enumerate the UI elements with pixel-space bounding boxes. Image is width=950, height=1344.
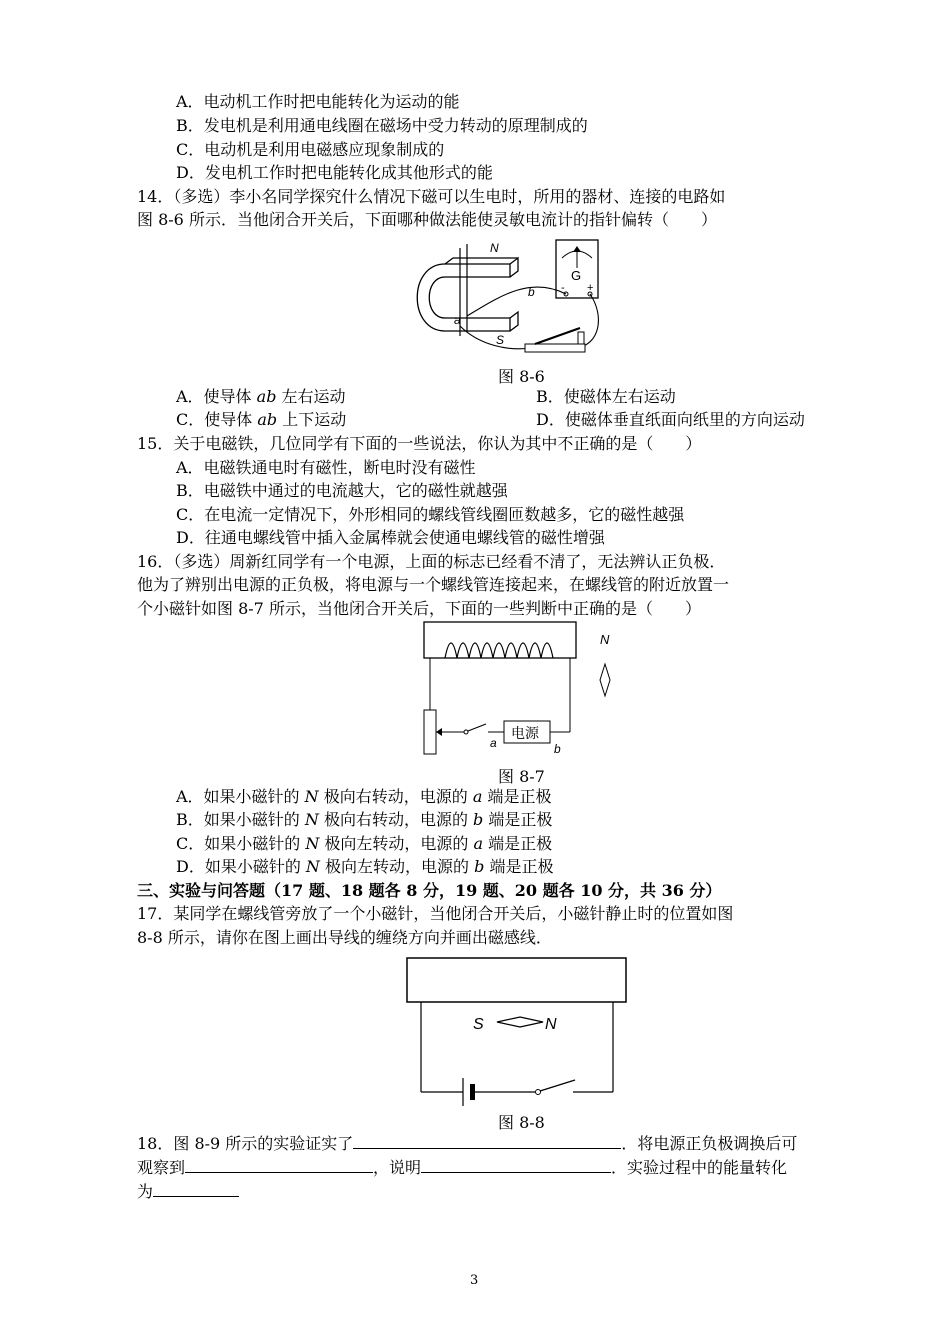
fig87-label-n: N (600, 632, 610, 647)
q14-option-b: B．使磁体左右运动 (536, 387, 676, 406)
figure-8-6 (400, 236, 610, 361)
fig86-meter-g: G (571, 268, 582, 283)
fig86-caption: 图 8-6 (498, 367, 545, 386)
fig87-caption: 图 8-7 (498, 767, 545, 786)
fig88-label-n: N (545, 1016, 557, 1033)
page-number: 3 (470, 1273, 479, 1288)
q18-line1: 18．图 8-9 所示的实验证实了 ．将电源正负极调换后可 (137, 1134, 798, 1153)
q16-stem-line2: 他为了辨别出电源的正负极，将电源与一个螺线管连接起来，在螺线管的附近放置一 (137, 575, 730, 594)
q15-option-a: A．电磁铁通电时有磁性，断电时没有磁性 (176, 458, 476, 477)
q14-stem-line1: 14．（多选）李小名同学探究什么情况下磁可以生电时，所用的器材、连接的电路如 (137, 187, 726, 206)
fig87-source-label: 电源 (511, 725, 539, 741)
q18-blank-1[interactable] (353, 1132, 621, 1149)
q16-stem-line1: 16．（多选）周新红同学有一个电源，上面的标志已经看不清了，无法辨认正负极． (137, 552, 726, 571)
q14-option-a: A．使导体 ab 左右运动 (176, 387, 346, 406)
q16-option-c: C．如果小磁针的 N 极向左转动，电源的 a 端是正极 (176, 834, 553, 853)
q16-stem-line3: 个小磁针如图 8-7 所示，当他闭合开关后，下面的一些判断中正确的是（ ） (137, 599, 701, 618)
q13-option-c: C．电动机是利用电磁感应现象制成的 (176, 140, 445, 159)
fig86-label-b: b (528, 285, 535, 299)
q18-blank-4[interactable] (153, 1180, 239, 1197)
q16-option-d: D．如果小磁针的 N 极向左转动，电源的 b 端是正极 (176, 857, 554, 876)
q18-blank-2[interactable] (185, 1156, 373, 1173)
q14-option-c: C．使导体 ab 上下运动 (176, 410, 347, 429)
fig88-label-s: S (473, 1016, 484, 1033)
q13-option-d: D．发电机工作时把电能转化成其他形式的能 (176, 163, 493, 182)
q15-option-c: C．在电流一定情况下，外形相同的螺线管线圈匝数越多，它的磁性越强 (176, 505, 685, 524)
q13-option-a: A．电动机工作时把电能转化为运动的能 (176, 92, 460, 111)
figure-8-7 (420, 620, 625, 760)
fig86-meter-plus: + (587, 282, 594, 294)
fig87-label-b: b (554, 742, 561, 756)
q16-option-a: A．如果小磁针的 N 极向右转动，电源的 a 端是正极 (176, 787, 552, 806)
q15-stem: 15．关于电磁铁，几位同学有下面的一些说法，你认为其中不正确的是（ ） (137, 434, 702, 453)
fig87-label-a: a (490, 736, 497, 750)
section3-heading: 三、实验与问答题（17 题、18 题各 8 分，19 题、20 题各 10 分，共 36 分） (137, 881, 722, 900)
q17-stem-line1: 17．某同学在螺线管旁放了一个小磁针，当他闭合开关后，小磁针静止时的位置如图 (137, 904, 734, 923)
q14-stem-line2: 图 8-6 所示．当他闭合开关后，下面哪种做法能使灵敏电流计的指针偏转（ ） (137, 210, 717, 229)
fig86-label-a: a (454, 313, 461, 327)
fig86-label-s: S (496, 333, 505, 347)
q15-option-b: B．电磁铁中通过的电流越大，它的磁性就越强 (176, 481, 508, 500)
q13-option-b: B．发电机是利用通电线圈在磁场中受力转动的原理制成的 (176, 116, 588, 135)
q17-stem-line2: 8-8 所示，请你在图上画出导线的缠绕方向并画出磁感线． (137, 928, 552, 947)
q15-option-d: D．往通电螺线管中插入金属棒就会使通电螺线管的磁性增强 (176, 528, 605, 547)
q18-blank-3[interactable] (421, 1156, 611, 1173)
q14-option-d: D．使磁体垂直纸面向纸里的方向运动 (536, 410, 805, 429)
q16-option-b: B．如果小磁针的 N 极向右转动，电源的 b 端是正极 (176, 810, 553, 829)
q18-line3: 为 (137, 1180, 239, 1203)
fig86-label-n: N (490, 241, 499, 255)
fig88-caption: 图 8-8 (498, 1113, 545, 1132)
fig86-meter-minus: - (561, 282, 565, 294)
figure-8-8 (405, 956, 630, 1106)
q18-line2: 观察到 ，说明 ．实验过程中的能量转化 (137, 1158, 788, 1177)
